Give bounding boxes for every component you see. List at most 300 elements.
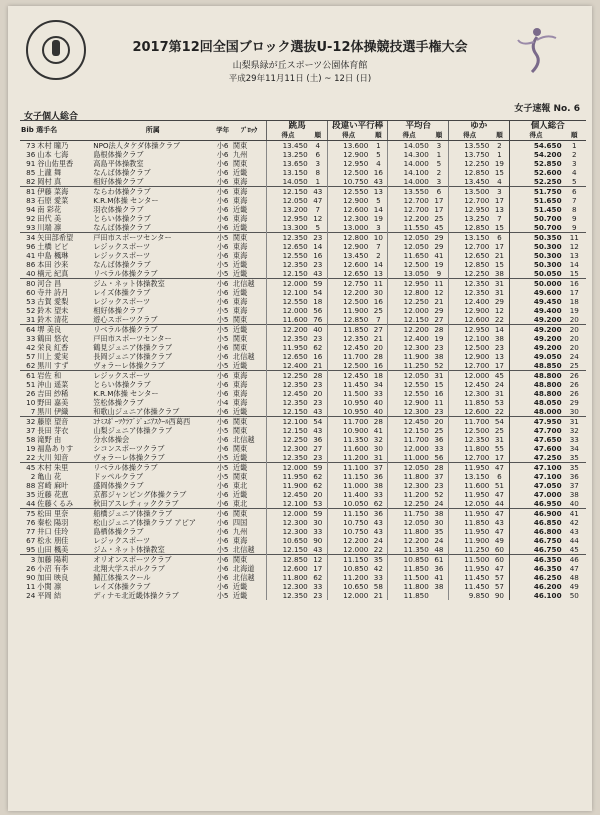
- vault-rank: 20: [313, 389, 323, 398]
- bib: 53: [26, 297, 36, 306]
- bars-rank: 7: [376, 242, 381, 251]
- athlete-name: 土橋 ビビ: [37, 242, 69, 251]
- block: 東海: [232, 380, 248, 389]
- floor-score: 13.250: [448, 214, 490, 223]
- bars-rank: 40: [373, 398, 383, 407]
- total-score: 50.300: [509, 242, 563, 251]
- total-rank: 20: [569, 334, 579, 343]
- bars-score: 12.300: [327, 214, 369, 223]
- beam-score: 12.300: [388, 407, 430, 417]
- vault-rank: 40: [309, 325, 328, 335]
- bars-rank: 33: [373, 389, 383, 398]
- athlete-name: 鈴木 望未: [37, 306, 69, 315]
- vault-rank: 7: [315, 205, 321, 214]
- club: 鶴見ジュニア体操クラブ: [93, 343, 173, 352]
- vault-score: 12.150: [267, 187, 309, 197]
- block: 近畿: [232, 223, 248, 232]
- vault-rank: 4: [315, 141, 321, 150]
- vault-score: 12.350: [267, 260, 309, 269]
- vault-score: 12.600: [267, 564, 309, 573]
- total-rank: 35: [569, 453, 579, 462]
- beam-rank: 61: [430, 555, 449, 565]
- total-score: 47.050: [509, 481, 563, 490]
- beam-rank: 24: [434, 499, 444, 508]
- bars-rank: 32: [373, 435, 383, 444]
- grade: 小6: [216, 205, 229, 214]
- beam-rank: 23: [434, 481, 444, 490]
- bib: 88: [26, 481, 36, 490]
- floor-rank: 57: [494, 582, 505, 591]
- vault-rank: 59: [309, 509, 328, 519]
- floor-score: 11.850: [448, 518, 490, 527]
- total-score: 50.050: [509, 269, 563, 279]
- beam-score: 12.550: [388, 389, 430, 398]
- vault-score: 13.200: [267, 205, 309, 214]
- floor-score: 12.350: [448, 288, 490, 297]
- bib: 67: [26, 536, 36, 545]
- block: 東北: [232, 481, 248, 490]
- results-body: [20, 141, 586, 601]
- vault-rank: 12: [309, 555, 328, 565]
- floor-score: 11.950: [448, 463, 490, 473]
- floor-rank: 24: [494, 380, 505, 389]
- club: 遊心スポーツクラブ: [93, 315, 158, 324]
- block: 東海: [232, 306, 248, 315]
- club: 長岡ジュニア体操クラブ: [93, 352, 173, 361]
- floor-score: 11.450: [448, 573, 490, 582]
- bars-rank: 31: [373, 453, 383, 462]
- block: 近畿: [232, 453, 248, 462]
- vault-rank: 62: [313, 472, 323, 481]
- athlete-name: 山田 楓美: [37, 545, 69, 554]
- total-rank: 20: [563, 325, 586, 335]
- table-row: [20, 214, 586, 223]
- grade: 小5: [216, 545, 229, 554]
- vault-rank: 3: [315, 159, 321, 168]
- floor-score: 13.150: [448, 472, 490, 481]
- floor-rank: 38: [494, 334, 505, 343]
- beam-score: 12.000: [388, 444, 430, 453]
- total-rank: 11: [563, 233, 586, 243]
- grade: 小6: [216, 582, 229, 591]
- total-rank: 36: [569, 472, 579, 481]
- table-row: [20, 591, 586, 600]
- bib: 45: [20, 463, 36, 473]
- grade: 小5: [216, 453, 229, 462]
- beam-score: 11.800: [388, 527, 430, 536]
- bars-rank: 35: [369, 555, 388, 565]
- floor-rank: 25: [494, 426, 505, 435]
- total-score: 49.200: [509, 315, 563, 325]
- club: 鯖江体操スクール: [93, 573, 151, 582]
- rank-subheader: 順: [490, 131, 509, 141]
- score-subheader: 得点: [267, 131, 309, 141]
- bars-score: 12.000: [327, 545, 369, 555]
- bars-score: 10.850: [327, 564, 369, 573]
- total-rank: 15: [569, 269, 579, 278]
- total-rank: 26: [569, 389, 579, 398]
- total-rank: 18: [569, 297, 579, 306]
- block: 近畿: [232, 269, 248, 278]
- table-row: [20, 509, 586, 519]
- table-row: [20, 582, 586, 591]
- floor-score: 13.550: [448, 141, 490, 151]
- bib: 3: [20, 555, 36, 565]
- block: 近畿: [232, 490, 248, 499]
- score-subheader: 得点: [448, 131, 490, 141]
- floor-rank: 19: [494, 159, 505, 168]
- beam-score: 12.550: [388, 380, 430, 389]
- block: 東海: [232, 214, 248, 223]
- beam-score: 14.100: [388, 168, 430, 177]
- floor-rank: 21: [494, 251, 505, 260]
- table-row: [20, 417, 586, 427]
- beam-rank: 45: [434, 223, 444, 232]
- club: とらい体操クラブ: [93, 380, 151, 389]
- beam-score: 14.000: [388, 177, 430, 187]
- vault-score: 13.650: [267, 159, 309, 168]
- bars-rank: 43: [373, 518, 383, 527]
- total-rank: 50: [569, 591, 579, 600]
- total-rank: 5: [572, 177, 577, 186]
- beam-rank: 37: [434, 472, 444, 481]
- table-row: [20, 545, 586, 555]
- rank-subheader: 順: [430, 131, 449, 141]
- table-row: [20, 343, 586, 352]
- floor-rank: 60: [494, 545, 505, 554]
- bib: 37: [26, 426, 36, 435]
- beam-score: 14.050: [388, 141, 430, 151]
- vault-rank: 43: [313, 269, 323, 278]
- athlete-name: 川端 凛: [37, 223, 62, 232]
- total-rank: 1: [572, 141, 577, 150]
- floor-rank: 31: [494, 389, 505, 398]
- athlete-name: 松田 里奈: [36, 509, 92, 519]
- beam-rank: 23: [434, 407, 444, 416]
- total-rank: 29: [569, 398, 579, 407]
- floor-rank: 15: [494, 168, 505, 177]
- bib: 32: [20, 417, 36, 427]
- bib: 11: [26, 582, 36, 591]
- bars-rank: 18: [369, 371, 388, 381]
- club: なんば体操クラブ: [93, 260, 151, 269]
- block: 近畿: [232, 260, 248, 269]
- athlete-name: 伊藤 菜海: [36, 187, 92, 197]
- bars-score: 12.750: [327, 279, 369, 289]
- bars-score: 11.150: [327, 472, 369, 481]
- floor-rank: 3: [490, 187, 509, 197]
- club: レジックスポーツ: [93, 297, 151, 306]
- beam-rank: 28: [430, 325, 449, 335]
- club: 船橋ジュニア体操クラブ: [92, 509, 213, 519]
- beam-score: 12.050: [388, 518, 430, 527]
- club: ならわ体操クラブ: [92, 187, 213, 197]
- bars-score: 11.850: [327, 325, 369, 335]
- athlete-name: 加田 映良: [37, 573, 69, 582]
- bars-score: 12.500: [327, 361, 369, 371]
- table-row: [20, 297, 586, 306]
- block: 関東: [232, 555, 267, 565]
- table-row: [20, 444, 586, 453]
- bib-name-header: Bib 選手名: [20, 121, 92, 141]
- total-rank: 46: [563, 555, 586, 565]
- bars-rank: 21: [373, 334, 383, 343]
- bars-rank: 36: [373, 472, 383, 481]
- floor-score: 12.050: [448, 499, 490, 509]
- club: なんば体操クラブ: [93, 223, 151, 232]
- total-score: 50.700: [509, 214, 563, 223]
- table-row: [20, 196, 586, 205]
- beam-score: 11.850: [388, 564, 430, 573]
- bib: 57: [26, 352, 36, 361]
- club: ジム・ネット体操教室: [92, 279, 213, 289]
- bib: 35: [26, 490, 36, 499]
- beam-rank: 38: [434, 582, 444, 591]
- beam-score: 11.750: [388, 509, 430, 519]
- rank-subheader: 順: [369, 131, 388, 141]
- total-score: 47.250: [509, 453, 563, 463]
- vault-rank: 30: [313, 518, 323, 527]
- beam-score: 13.550: [388, 187, 430, 197]
- athlete-name: 中島 楓琳: [37, 251, 69, 260]
- total-rank: 44: [569, 536, 579, 545]
- table-row: [20, 315, 586, 325]
- bars-score: 13.600: [327, 141, 369, 151]
- bib: 26: [26, 564, 36, 573]
- beam-score: 12.400: [388, 334, 430, 343]
- bars-score: 11.200: [327, 453, 369, 463]
- table-row: [20, 187, 586, 197]
- block: 近畿: [232, 205, 248, 214]
- bars-rank: 16: [373, 297, 383, 306]
- total-score: 50.350: [509, 233, 563, 243]
- bars-rank: 41: [373, 426, 383, 435]
- vault-rank: 54: [313, 288, 323, 297]
- bib: 73: [26, 141, 36, 150]
- block: 近畿: [232, 325, 267, 335]
- vault-score: 12.650: [267, 352, 309, 361]
- vault-rank: 23: [309, 233, 328, 243]
- club: リベラル体操クラブ: [92, 325, 213, 335]
- athlete-name: 大川 知音: [37, 453, 69, 462]
- total-rank: 20: [569, 315, 579, 324]
- grade: 小6: [216, 196, 229, 205]
- block: 東海: [232, 371, 267, 381]
- beam-score: 12.250: [388, 499, 430, 509]
- floor-score: 11.450: [448, 582, 490, 591]
- bib: 33: [26, 334, 36, 343]
- bars-rank: 21: [373, 591, 383, 600]
- athlete-name: 加藤 陽莉: [36, 555, 92, 565]
- floor-rank: 14: [490, 325, 509, 335]
- grade: 小6: [216, 242, 229, 251]
- vault-score: 12.850: [267, 555, 309, 565]
- vault-score: 12.150: [267, 269, 309, 279]
- bars-rank: 34: [373, 380, 383, 389]
- bars-rank: 13: [369, 187, 388, 197]
- total-rank: 3: [572, 159, 577, 168]
- vault-rank: 5: [315, 223, 321, 232]
- beam-score: 12.300: [388, 343, 430, 352]
- table-row: [20, 269, 586, 279]
- vault-rank: 90: [313, 536, 323, 545]
- block: 東海: [232, 251, 248, 260]
- floor-rank: 31: [490, 279, 509, 289]
- floor-score: 12.350: [448, 435, 490, 444]
- block: 九州: [232, 527, 248, 536]
- floor-score: 12.650: [448, 251, 490, 260]
- vault-rank: 17: [313, 564, 323, 573]
- bars-rank: 28: [373, 352, 383, 361]
- club: レイズ体操クラブ: [93, 288, 151, 297]
- vault-score: 11.900: [267, 481, 309, 490]
- beam-score: 11.200: [388, 490, 430, 499]
- club: リベラル体操クラブ: [92, 463, 213, 473]
- floor-rank: 15: [494, 260, 505, 269]
- floor-score: 12.950: [448, 205, 490, 214]
- table-row: [20, 527, 586, 536]
- club: オリオンスポーツクラブ: [92, 555, 213, 565]
- vault-rank: 53: [313, 499, 323, 508]
- table-row: [20, 371, 586, 381]
- total-score: 46.350: [509, 564, 563, 573]
- athlete-name: 田代 美: [37, 214, 62, 223]
- floor-rank: 31: [494, 288, 505, 297]
- block: 北信越: [232, 545, 255, 554]
- vault-score: 12.550: [267, 251, 309, 260]
- bars-rank: 40: [373, 407, 383, 416]
- bars-rank: 2: [376, 251, 381, 260]
- bars-rank: 30: [373, 288, 383, 297]
- bars-score: 10.650: [327, 582, 369, 591]
- grade: 小5: [216, 315, 229, 324]
- grade: 小5: [213, 325, 232, 335]
- vault-score: 12.400: [267, 361, 309, 371]
- vault-score: 13.450: [267, 141, 309, 151]
- total-rank: 25: [569, 361, 579, 370]
- athlete-name: 松永 朋佳: [37, 536, 69, 545]
- block: 近畿: [232, 288, 248, 297]
- block: 関東: [232, 233, 267, 243]
- beam-score: 11.650: [388, 251, 430, 260]
- total-score: 46.250: [509, 573, 563, 582]
- vault-rank: 1: [315, 177, 321, 186]
- total-rank: 48: [569, 573, 579, 582]
- vault-score: 13.300: [267, 223, 309, 233]
- club: 京都ジャンピング体操クラブ: [93, 490, 187, 499]
- vault-rank: 43: [313, 426, 323, 435]
- vault-score: 12.350: [267, 453, 309, 463]
- beam-score: 12.200: [388, 214, 430, 223]
- club: ジム・ネット体操教室: [93, 545, 165, 554]
- table-row: [20, 573, 586, 582]
- beam-rank: 11: [430, 279, 449, 289]
- total-score: 48.050: [509, 398, 563, 407]
- vault-rank: 8: [315, 168, 321, 177]
- total-score: 52.250: [509, 177, 563, 187]
- venue: 山梨県緑が丘スポーツ公園体育館: [232, 61, 368, 71]
- beam-score: 12.050: [388, 371, 430, 381]
- vault-rank: 23: [313, 380, 323, 389]
- club: レジックスポーツ: [93, 536, 151, 545]
- club: 高島平体操教室: [93, 159, 144, 168]
- bars-score: 12.500: [327, 297, 369, 306]
- table-row: [20, 499, 586, 509]
- bars-rank: 16: [373, 168, 383, 177]
- bars-rank: 25: [373, 306, 383, 315]
- grade: 小6: [216, 380, 229, 389]
- athlete-name: 木村 朱里: [36, 463, 92, 473]
- total-rank: 41: [563, 509, 586, 519]
- total-score: 51.750: [509, 187, 563, 197]
- block: 近畿: [232, 591, 248, 600]
- beam-rank: 36: [434, 564, 444, 573]
- athlete-name: 黒川 すず: [37, 361, 69, 370]
- beam-score: 12.150: [388, 426, 430, 435]
- grade-header: 学年: [213, 121, 232, 141]
- floor-score: 11.250: [448, 545, 490, 555]
- club: 山梨ジュニア体操クラブ: [93, 426, 173, 435]
- athlete-name: 沖山 遥菜: [37, 380, 69, 389]
- total-rank: 9: [572, 214, 577, 223]
- table-row: [20, 407, 586, 417]
- floor-rank: 22: [494, 315, 505, 324]
- beam-score: 11.700: [388, 435, 430, 444]
- vault-score: 12.350: [267, 591, 309, 600]
- bib: 81: [20, 187, 36, 197]
- grade: 小6: [216, 288, 229, 297]
- club: ｺﾅﾐｽﾎﾟｰﾂｸﾗﾌﾞｼﾞｭﾆｱｽｸｰﾙ西葛西: [92, 417, 213, 427]
- club: 笠松体操クラブ: [93, 398, 144, 407]
- vault-rank: 16: [313, 251, 323, 260]
- vault-score: 11.950: [267, 343, 309, 352]
- vault-rank: 6: [315, 150, 321, 159]
- total-rank: 9: [572, 223, 577, 232]
- bib: 2: [30, 472, 36, 481]
- bars-rank: 19: [373, 214, 383, 223]
- rank-subheader: 順: [309, 131, 328, 141]
- grade: 小5: [213, 233, 232, 243]
- total-score: 51.650: [509, 196, 563, 205]
- vault-score: 12.300: [267, 527, 309, 536]
- beam-rank: 30: [434, 518, 444, 527]
- grade: 小6: [216, 251, 229, 260]
- bars-score: 12.900: [327, 150, 369, 159]
- block: 北信越: [232, 435, 255, 444]
- grade: 小6: [216, 343, 229, 352]
- floor-rank: 55: [494, 444, 505, 453]
- bib: 95: [26, 545, 36, 554]
- total-rank: 49: [569, 582, 579, 591]
- beam-rank: 25: [434, 214, 444, 223]
- block: 関東: [232, 141, 248, 150]
- vault-rank: 21: [313, 361, 323, 370]
- bib: 93: [26, 223, 36, 232]
- beam-header: 平均台: [388, 121, 449, 132]
- beam-rank: 15: [434, 380, 444, 389]
- bars-score: 13.000: [327, 223, 369, 233]
- vault-rank: 43: [313, 407, 323, 416]
- floor-score: 12.700: [448, 196, 490, 205]
- floor-rank: 47: [494, 564, 505, 573]
- total-rank: 42: [569, 518, 579, 527]
- floor-score: 12.100: [448, 334, 490, 343]
- bars-rank: 37: [369, 463, 388, 473]
- bars-rank: 42: [373, 564, 383, 573]
- total-score: 54.200: [509, 150, 563, 159]
- beam-rank: 9: [436, 269, 442, 278]
- total-rank: 24: [569, 352, 579, 361]
